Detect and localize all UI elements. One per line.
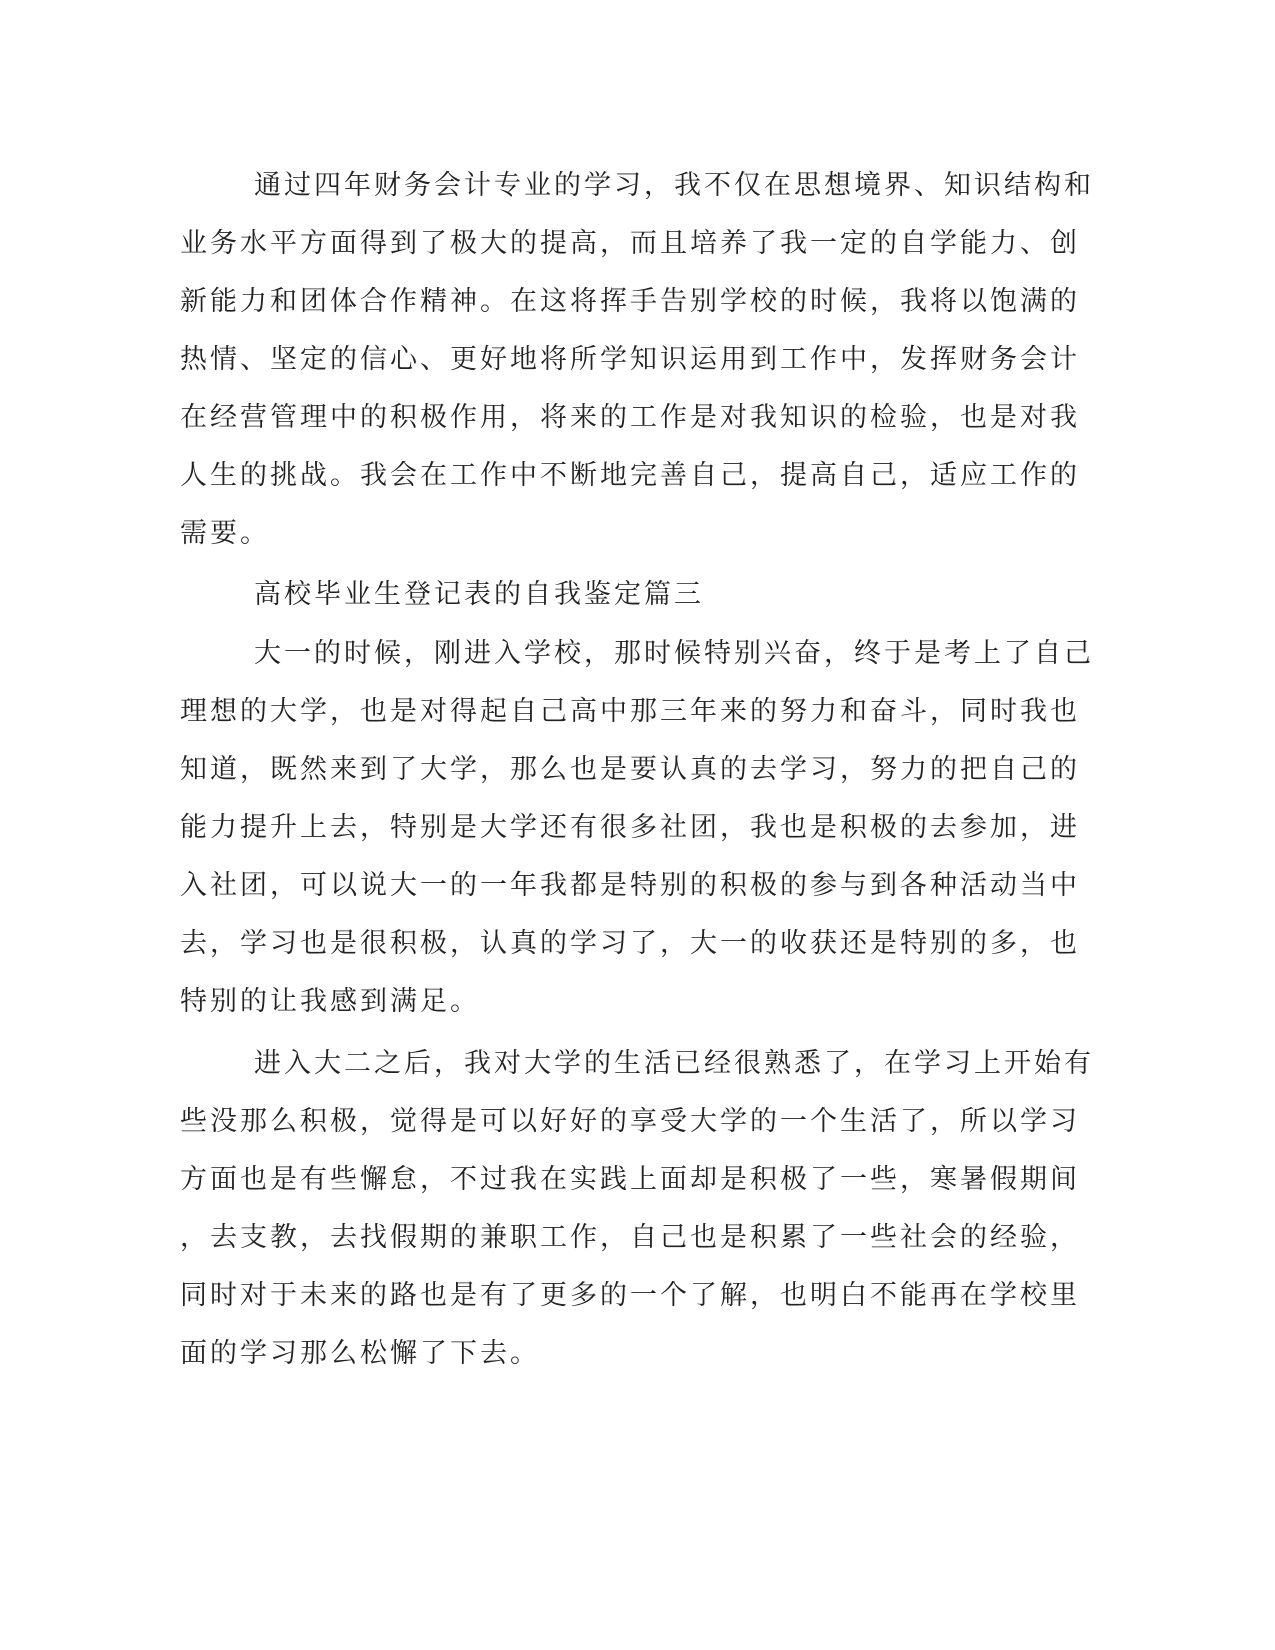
text-line: 去，学习也是很积极，认真的学习了，大一的收获还是特别的多，也 — [180, 928, 1080, 959]
paragraph-2 — [180, 625, 1094, 1031]
text-line: 面的学习那么松懈了下去。 — [180, 1338, 540, 1369]
text-line: 在经营管理中的积极作用，将来的工作是对我知识的检验，也是对我 — [180, 402, 1080, 433]
text-line: 业务水平方面得到了极大的提高，而且培养了我一定的自学能力、创 — [180, 228, 1080, 259]
text-line: 能力提升上去，特别是大学还有很多社团，我也是积极的去参加，进 — [180, 812, 1080, 843]
text-line: 知道，既然来到了大学，那么也是要认真的去学习，努力的把自己的 — [180, 754, 1080, 785]
section-heading-text: 高校毕业生登记表的自我鉴定篇三 — [254, 579, 704, 610]
text-line: 通过四年财务会计专业的学习，我不仅在思想境界、知识结构和 — [254, 170, 1094, 201]
section-heading — [180, 566, 1060, 624]
text-line: 些没那么积极，觉得是可以好好的享受大学的一个生活了，所以学习 — [180, 1106, 1080, 1137]
text-line: 理想的大学，也是对得起自己高中那三年来的努力和奋斗，同时我也 — [180, 696, 1080, 727]
text-line: 大一的时候，刚进入学校，那时候特别兴奋，终于是考上了自己 — [254, 638, 1094, 669]
text-line: 同时对于未来的路也是有了更多的一个了解，也明白不能再在学校里 — [180, 1280, 1080, 1311]
text-line: 人生的挑战。我会在工作中不断地完善自己，提高自己，适应工作的 — [180, 460, 1080, 491]
text-line: 需要。 — [180, 518, 270, 549]
paragraph-1 — [180, 157, 1094, 563]
text-line: 新能力和团体合作精神。在这将挥手告别学校的时候，我将以饱满的 — [180, 286, 1080, 317]
text-line: 特别的让我感到满足。 — [180, 986, 480, 1017]
paragraph-3 — [180, 1035, 1094, 1383]
text-line: 方面也是有些懈怠，不过我在实践上面却是积极了一些，寒暑假期间 — [180, 1164, 1080, 1195]
text-line: 入社团，可以说大一的一年我都是特别的积极的参与到各种活动当中 — [180, 870, 1080, 901]
text-line: 进入大二之后，我对大学的生活已经很熟悉了，在学习上开始有 — [254, 1048, 1094, 1079]
text-line: 热情、坚定的信心、更好地将所学知识运用到工作中，发挥财务会计 — [180, 344, 1080, 375]
text-line: ，去支教，去找假期的兼职工作，自己也是积累了一些社会的经验， — [180, 1222, 1080, 1253]
